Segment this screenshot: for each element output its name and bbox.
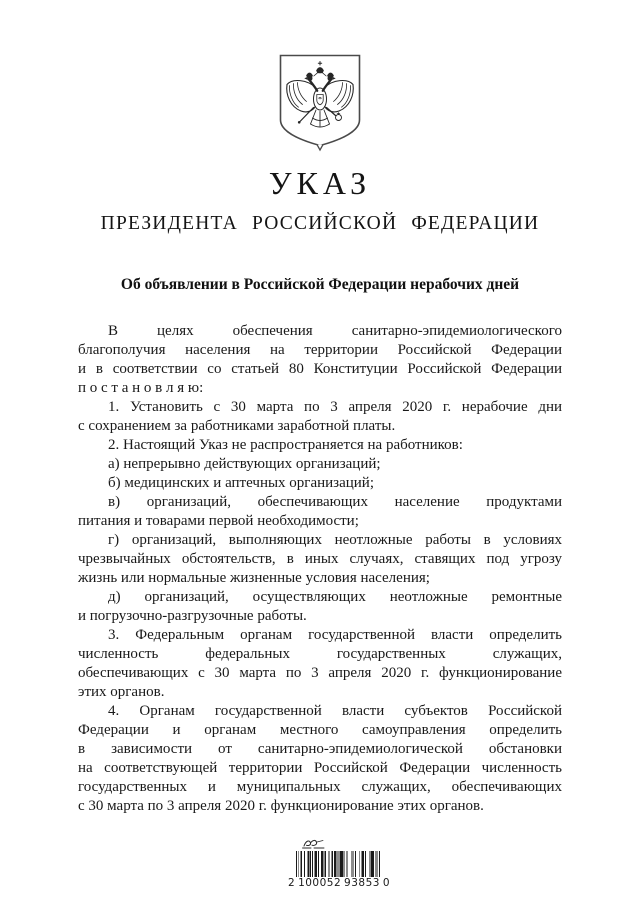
issuer-title: ПРЕЗИДЕНТА РОССИЙСКОЙ ФЕДЕРАЦИИ xyxy=(100,213,540,234)
decree-body xyxy=(78,322,562,816)
text-line: и погрузочно-разгрузочные работы. xyxy=(78,608,307,624)
text-line: государственных и муниципальных служащих, обеспечивающих xyxy=(78,779,562,795)
handwritten-mark-icon xyxy=(301,837,327,850)
text-line: 3. Федеральным органам государственной власти определить xyxy=(108,627,562,643)
text-line: благополучия населения на территории Российской Федерации xyxy=(78,342,562,358)
text-line: обеспечивающих с 30 марта по 3 апреля 2020 г. функционирование xyxy=(78,665,562,681)
text-line: 2. Настоящий Указ не распространяется на работников: xyxy=(108,437,463,453)
barcode-digit-group: 100052 xyxy=(298,877,342,889)
text-line: Федерации и органам местного самоуправления определить xyxy=(78,722,562,738)
text-line: п о с т а н о в л я ю: xyxy=(78,380,204,396)
decree-subject: Об объявлении в Российской Федерации нерабочих дней xyxy=(120,276,520,293)
text-line: В целях обеспечения санитарно-эпидемиологического xyxy=(108,323,562,339)
text-line: питания и товарами первой необходимости; xyxy=(78,513,359,529)
text-line: и в соответствии со статьей 80 Конституции Российской Федерации xyxy=(78,361,562,377)
text-line: г) организаций, выполняющих неотложные работы в условиях xyxy=(108,532,562,548)
text-line: с 30 марта по 3 апреля 2020 г. функционирование этих органов. xyxy=(78,798,484,814)
text-line: в зависимости от санитарно-эпидемиологической обстановки xyxy=(78,741,562,757)
text-line: 4. Органам государственной власти субъектов Российской xyxy=(108,703,562,719)
text-line: этих органов. xyxy=(78,684,165,700)
text-line: чрезвычайных обстоятельств, в иных случаях, ставящих под угрозу xyxy=(78,551,562,567)
text-line: с сохранением за работниками заработной платы. xyxy=(78,418,396,434)
text-line: на соответствующей территории Российской Федерации численность xyxy=(78,760,562,776)
russian-coat-of-arms-icon xyxy=(279,54,361,154)
text-line: д) организаций, осуществляющих неотложные ремонтные xyxy=(108,589,562,605)
barcode-digit-group: 2 xyxy=(288,877,296,889)
text-line: 1. Установить с 30 марта по 3 апреля 2020 г. нерабочие дни xyxy=(108,399,562,415)
barcode-digit-group: 93853 xyxy=(344,877,380,889)
text-line: б) медицинских и аптечных организаций; xyxy=(108,475,374,491)
text-line: в) организаций, обеспечивающих население продуктами xyxy=(108,494,562,510)
text-line: жизнь или нормальные жизненные условия населения; xyxy=(78,570,430,586)
barcode-digit-group: 0 xyxy=(382,877,390,889)
barcode xyxy=(296,851,380,877)
text-line: численность федеральных государственных служащих, xyxy=(78,646,562,662)
barcode-digits xyxy=(288,877,390,890)
decree-type-title: УКАЗ xyxy=(268,165,372,201)
text-line: а) непрерывно действующих организаций; xyxy=(108,456,381,472)
